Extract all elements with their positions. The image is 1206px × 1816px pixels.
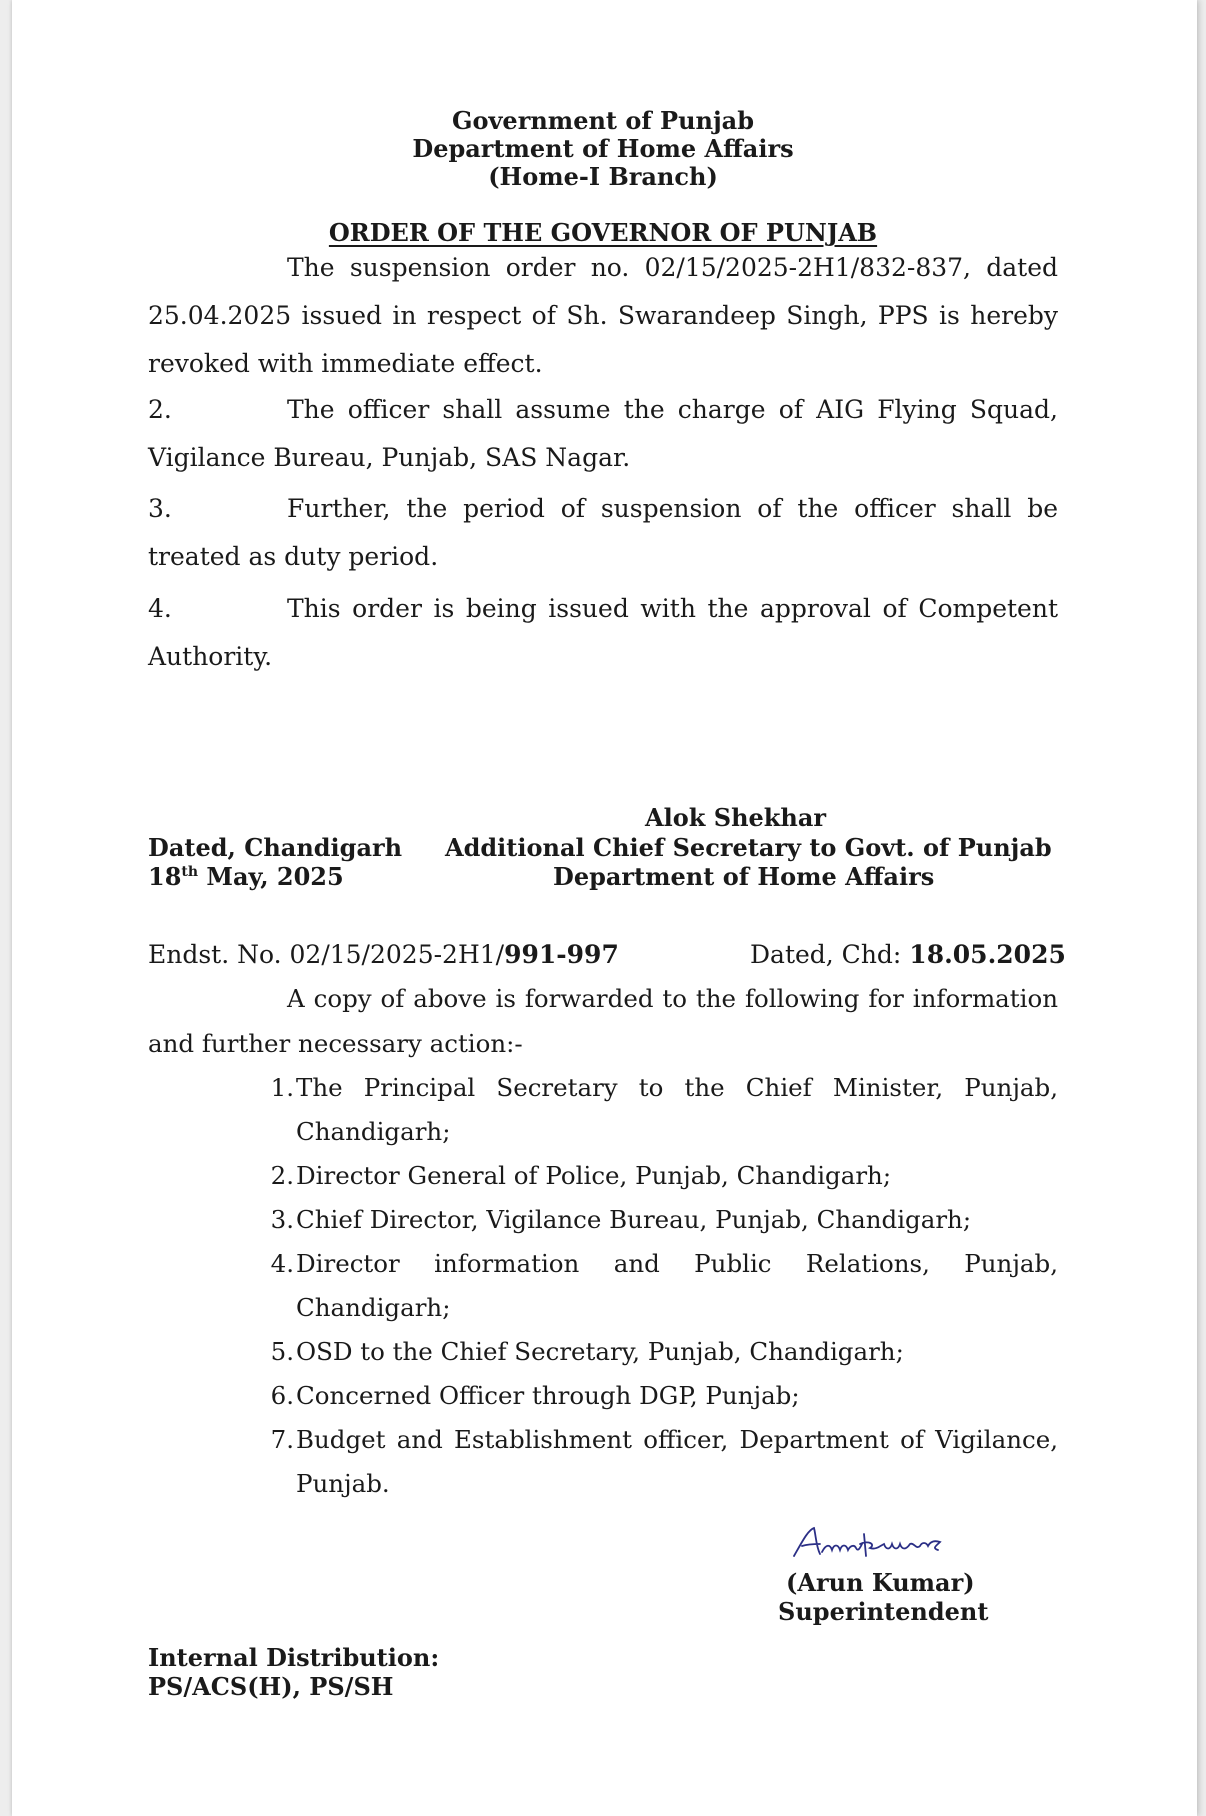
paragraph-2-number: 2. <box>148 395 172 424</box>
list-item: 1. The Principal Secretary to the Chief Minister, Punjab, Chandigarh; <box>270 1073 1058 1146</box>
paragraph-1-text: The suspension order no. 02/15/2025-2H1/832-837, dated 25.04.2025 issued in respect of Sh. Swarandeep Singh, PPS is hereby revoked with immediate effect. <box>148 253 1058 378</box>
internal-distribution-label: Internal Distribution: <box>148 1643 440 1672</box>
dated-place: Dated, Chandigarh <box>148 833 403 862</box>
paragraph-4-number: 4. <box>148 594 172 623</box>
list-item: 3. Chief Director, Vigilance Bureau, Punjab, Chandigarh; <box>270 1205 972 1234</box>
signatory-department: Department of Home Affairs <box>553 862 935 891</box>
paragraph-3-text: Further, the period of suspension of the officer shall be treated as duty period. <box>148 494 1058 571</box>
endorsement-date: Dated, Chd: 18.05.2025 <box>750 940 1066 969</box>
signature-name: (Arun Kumar) <box>786 1568 975 1597</box>
header-branch: (Home-I Branch) <box>488 162 718 191</box>
list-item: 4. Director information and Public Relations, Punjab, Chandigarh; <box>270 1249 1058 1322</box>
endorsement-number: Endst. No. 02/15/2025-2H1/991-997 <box>148 940 619 969</box>
internal-distribution-value: PS/ACS(H), PS/SH <box>148 1672 394 1701</box>
list-item: 5. OSD to the Chief Secretary, Punjab, Chandigarh; <box>270 1337 904 1366</box>
header-government: Government of Punjab <box>451 106 754 135</box>
handwritten-signature <box>790 1522 970 1562</box>
paragraph-2-text: The officer shall assume the charge of AIG Flying Squad, Vigilance Bureau, Punjab, SAS Nagar. <box>148 395 1058 472</box>
signatory-name: Alok Shekhar <box>645 803 827 832</box>
list-item: 7. Budget and Establishment officer, Department of Vigilance, Punjab. <box>270 1425 1058 1498</box>
paragraph-4 <box>148 585 1058 681</box>
endorsement-intro: A copy of above is forwarded to the following for information and further necessary action:- <box>148 984 1058 1058</box>
paragraph-3-number: 3. <box>148 494 172 523</box>
paragraph-3 <box>148 485 1058 581</box>
signatory-designation: Additional Chief Secretary to Govt. of Punjab <box>445 833 1052 862</box>
paragraph-1 <box>148 244 1058 388</box>
distribution-list <box>258 1066 1058 1506</box>
header-department: Department of Home Affairs <box>412 134 794 163</box>
list-item: 2. Director General of Police, Punjab, Chandigarh; <box>270 1161 892 1190</box>
paragraph-4-text: This order is being issued with the approval of Competent Authority. <box>148 594 1058 671</box>
dated-date: 18th May, 2025 <box>148 862 344 891</box>
list-item: 6. Concerned Officer through DGP, Punjab; <box>270 1381 800 1410</box>
signature-designation: Superintendent <box>778 1597 989 1626</box>
paragraph-2 <box>148 386 1058 482</box>
order-title: ORDER OF THE GOVERNOR OF PUNJAB <box>328 218 878 247</box>
